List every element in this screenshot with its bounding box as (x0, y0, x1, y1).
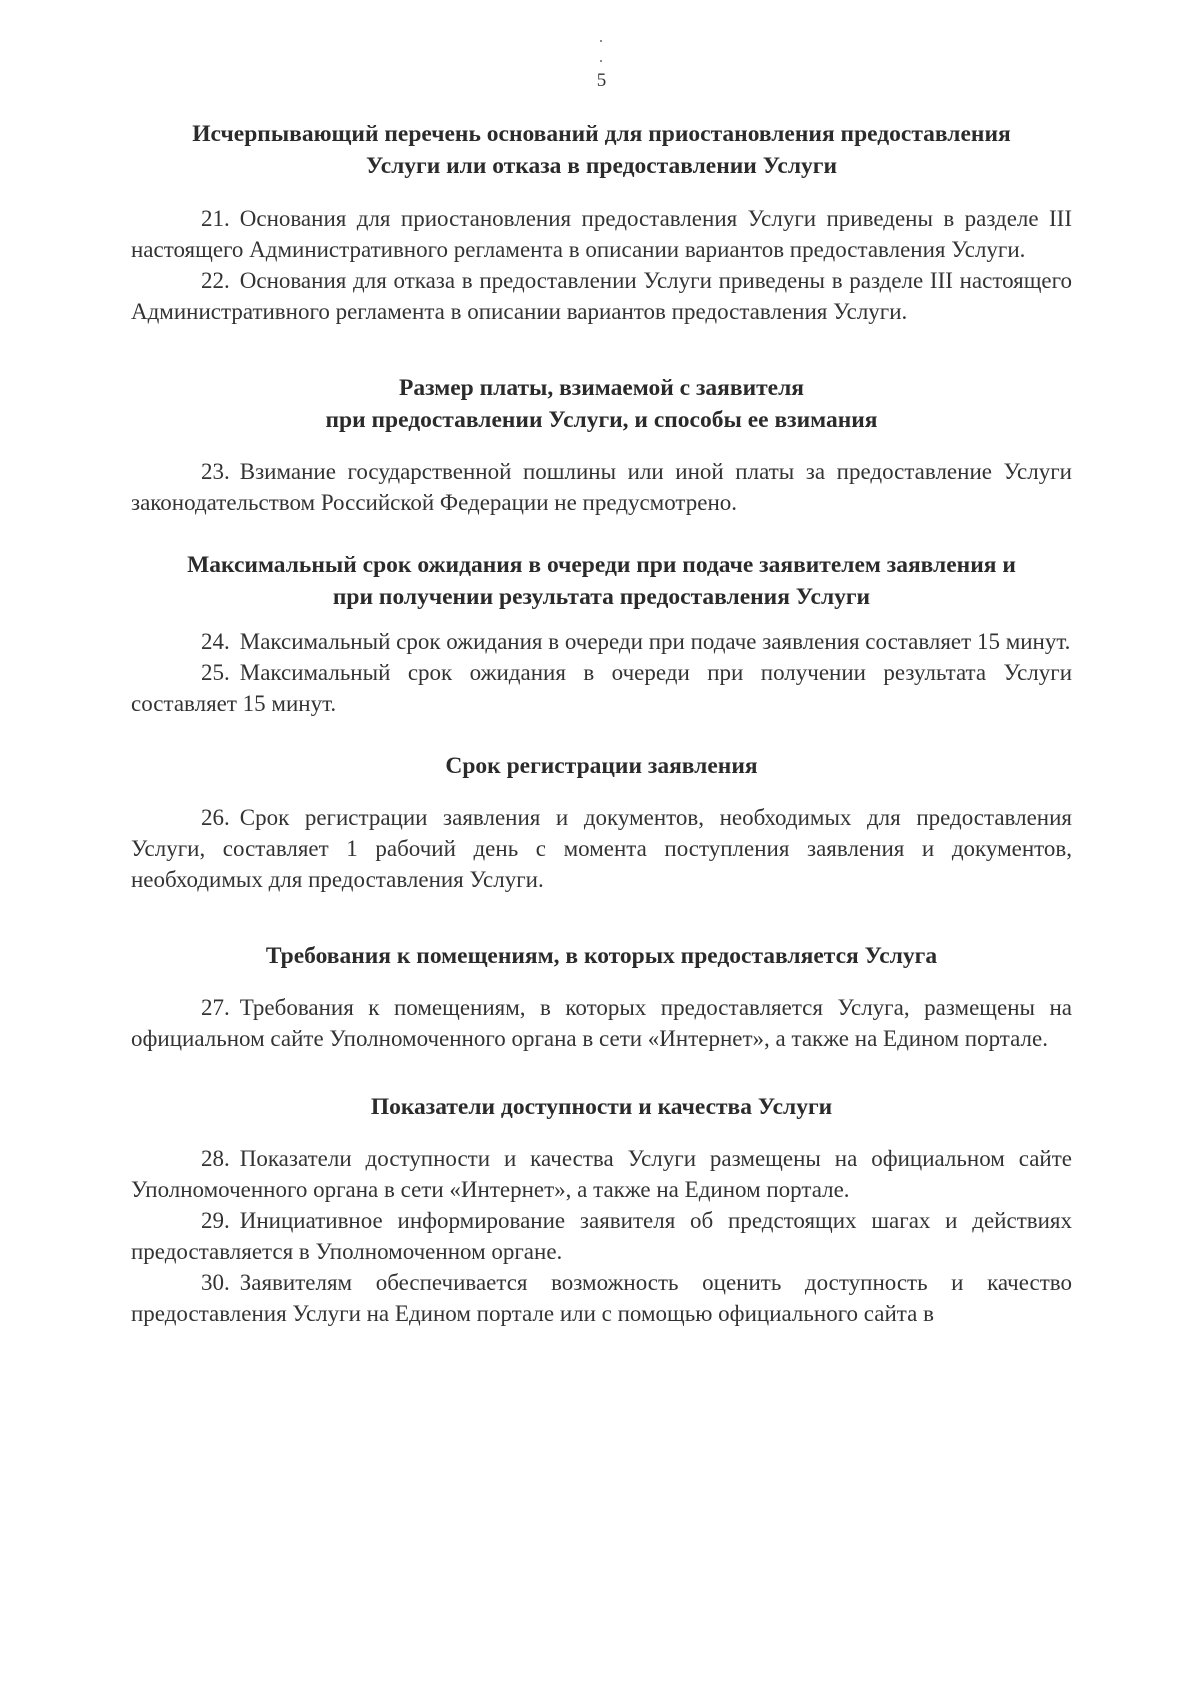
paragraph-text: Заявителям обеспечивается возможность оценить доступность и качество предоставления Услуги на Едином портале или с помощью официального сайта в (131, 1270, 1072, 1326)
section-body (131, 992, 1072, 1054)
paragraph (131, 203, 1072, 265)
scan-speck (600, 60, 602, 62)
section-body (131, 802, 1072, 895)
section-heading (131, 1091, 1072, 1123)
paragraph (131, 626, 1072, 657)
paragraph-number: 26. (201, 805, 230, 830)
paragraph-text: Взимание государственной пошлины или иной платы за предоставление Услуги законодательством Российской Федерации не предусмотрено. (131, 459, 1072, 515)
section-heading (131, 750, 1072, 782)
section-body (131, 1143, 1072, 1329)
section-registration-term (131, 750, 1072, 895)
paragraph-text: Требования к помещениям, в которых предоставляется Услуга, размещены на официальном сайте Уполномоченного органа в сети «Интернет», а также на Едином портале. (131, 995, 1072, 1051)
paragraph-number: 25. (201, 660, 230, 685)
paragraph-text: Максимальный срок ожидания в очереди при получении результата Услуги составляет 15 минут. (131, 660, 1072, 716)
heading-line: Срок регистрации заявления (445, 753, 758, 779)
paragraph-number: 24. (201, 629, 230, 654)
paragraph (131, 1143, 1072, 1205)
paragraph-text: Максимальный срок ожидания в очереди при подаче заявления составляет 15 минут. (239, 629, 1071, 654)
section-body (131, 626, 1072, 719)
heading-line: Исчерпывающий перечень оснований для приостановления предоставления (192, 121, 1011, 147)
paragraph (131, 992, 1072, 1054)
section-body (131, 456, 1072, 518)
scan-speck (600, 40, 602, 42)
paragraph (131, 802, 1072, 895)
paragraph-text: Основания для отказа в предоставлении Услуги приведены в разделе III настоящего Административного регламента в описании вариантов предоставления Услуги. (131, 268, 1072, 324)
section-fee (131, 372, 1072, 518)
heading-line: при получении результата предоставления Услуги (332, 584, 871, 610)
section-heading (131, 940, 1072, 972)
section-heading (131, 118, 1072, 182)
section-queue-wait (131, 549, 1072, 719)
paragraph-number: 22. (201, 268, 230, 293)
section-premises-requirements (131, 940, 1072, 1054)
paragraph-number: 21. (201, 206, 230, 231)
paragraph-text: Инициативное информирование заявителя об предстоящих шагах и действиях предоставляется в Уполномоченном органе. (131, 1208, 1072, 1264)
section-body (131, 203, 1072, 327)
paragraph-text: Показатели доступности и качества Услуги размещены на официальном сайте Уполномоченного органа в сети «Интернет», а также на Едином портале. (131, 1146, 1072, 1202)
paragraph (131, 265, 1072, 327)
paragraph-number: 23. (201, 459, 230, 484)
paragraph-number: 27. (201, 995, 230, 1020)
section-quality-indicators (131, 1091, 1072, 1329)
paragraph-number: 29. (201, 1208, 230, 1233)
heading-line: Размер платы, взимаемой с заявителя (399, 375, 804, 401)
page-number: 5 (596, 70, 607, 91)
paragraph (131, 1267, 1072, 1329)
section-suspension-grounds (131, 118, 1072, 327)
paragraph (131, 1205, 1072, 1267)
paragraph-text: Срок регистрации заявления и документов, необходимых для предоставления Услуги, составляет 1 рабочий день с момента поступления заявления и документов, необходимых для предоставления Услуги. (131, 805, 1072, 892)
heading-line: Требования к помещениям, в которых предоставляется Услуга (265, 943, 938, 969)
heading-line: Показатели доступности и качества Услуги (370, 1094, 833, 1120)
paragraph (131, 657, 1072, 719)
paragraph (131, 456, 1072, 518)
section-heading (131, 549, 1072, 613)
heading-line: Услуги или отказа в предоставлении Услуги (365, 153, 837, 179)
heading-line: при предоставлении Услуги, и способы ее взимания (325, 407, 878, 433)
paragraph-number: 30. (201, 1270, 230, 1295)
paragraph-number: 28. (201, 1146, 230, 1171)
section-heading (131, 372, 1072, 436)
paragraph-text: Основания для приостановления предоставления Услуги приведены в разделе III настоящего Административного регламента в описании вариантов предоставления Услуги. (131, 206, 1072, 262)
heading-line: Максимальный срок ожидания в очереди при подаче заявителем заявления и (187, 552, 1016, 578)
